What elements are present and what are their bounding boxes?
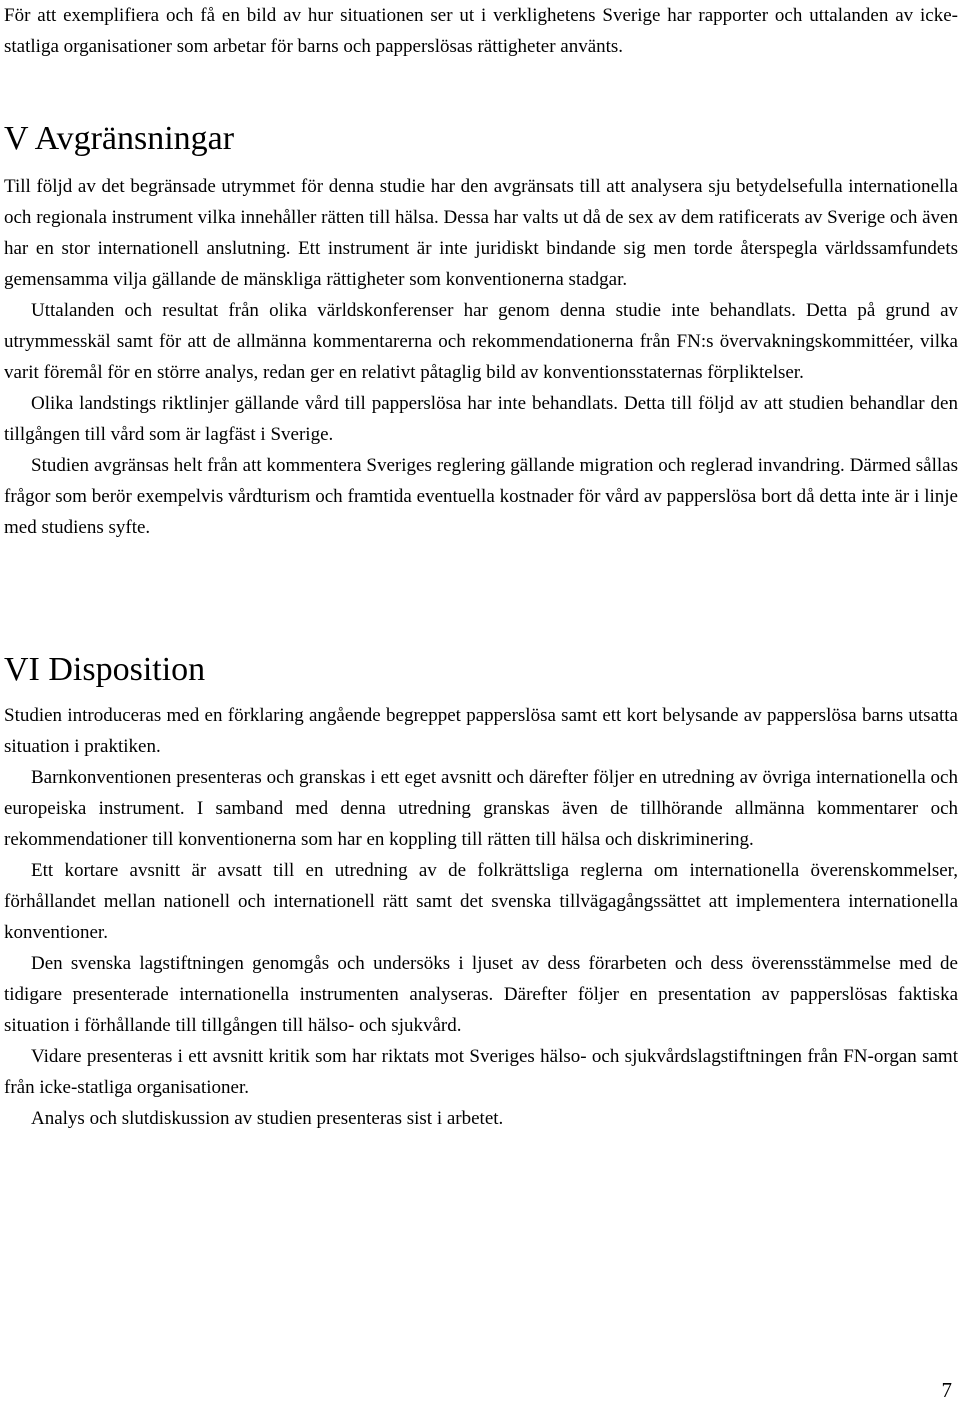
section-heading-avgransningar: V Avgränsningar — [4, 120, 235, 157]
section-body-avgransningar — [4, 171, 958, 543]
paragraph: Den svenska lagstiftningen genomgås och undersöks i ljuset av dess förarbeten och dess överensstämmelse med de tidigare presenterade internationella instrumenten analyseras. Därefter följer en presentation av papperslösas faktiska situation i förhållande till tillgången till hälso- och sjukvård. — [4, 953, 958, 1036]
section-body-disposition — [4, 700, 958, 1134]
paragraph: Till följd av det begränsade utrymmet för denna studie har den avgränsats till att analysera sju betydelsefulla internationella och regionala instrument vilka innehåller rätten till hälsa. Dessa har valts ut då de sex av dem ratificerats av Sverige och även har en stor internationell anslutning. Ett instrument är inte juridiskt bindande sig men torde återspegla världssamfundets gemensamma vilja gällande de mänskliga rättigheter som konventionerna stadgar. — [4, 176, 958, 290]
paragraph: Olika landstings riktlinjer gällande vård till papperslösa har inte behandlats. Detta till följd av att studien behandlar den tillgången till vård som är lagfäst i Sverige. — [4, 393, 958, 445]
paragraph: Ett kortare avsnitt är avsatt till en utredning av de folkrättsliga reglerna om internationella överenskommelser, förhållandet mellan nationell och internationell rätt samt det svenska tillvägagångssättet att implementera internationella konventioner. — [4, 860, 958, 943]
paragraph: Studien avgränsas helt från att kommentera Sveriges reglering gällande migration och reglerad invandring. Därmed sållas frågor som berör exempelvis vårdturism och framtida eventuella kostnader för vård av papperslösa bort då detta inte är i linje med studiens syfte. — [4, 455, 958, 538]
document-page — [4, 0, 958, 1402]
paragraph: Analys och slutdiskussion av studien presenteras sist i arbetet. — [31, 1108, 504, 1129]
paragraph: Studien introduceras med en förklaring angående begreppet papperslösa samt ett kort belysande av papperslösa barns utsatta situation i praktiken. — [4, 705, 958, 757]
section-heading-disposition: VI Disposition — [4, 651, 206, 688]
paragraph: Barnkonventionen presenteras och granskas i ett eget avsnitt och därefter följer en utredning av övriga internationella och europeiska instrument. I samband med denna utredning granskas även de tillhörande allmänna kommentarer och rekommendationer till konventionerna som har en koppling till rätten till hälsa och diskriminering. — [4, 767, 958, 850]
page-number: 7 — [941, 1378, 952, 1402]
intro-paragraph: För att exemplifiera och få en bild av hur situationen ser ut i verklighetens Sverige har rapporter och uttalanden av icke-statliga organisationer som arbetar för barns och papperslösas rättigheter använts. — [4, 5, 958, 57]
paragraph: Uttalanden och resultat från olika världskonferenser har genom denna studie inte behandlats. Detta på grund av utrymmesskäl samt för att de allmänna kommentarerna och rekommendationerna från FN:s övervakningskommittéer, vilka varit föremål för en större analys, redan ger en relativt påtaglig bild av konventionsstaternas förpliktelser. — [4, 300, 958, 383]
paragraph: Vidare presenteras i ett avsnitt kritik som har riktats mot Sveriges hälso- och sjukvårdslagstiftningen från FN-organ samt från icke-statliga organisationer. — [4, 1046, 958, 1098]
